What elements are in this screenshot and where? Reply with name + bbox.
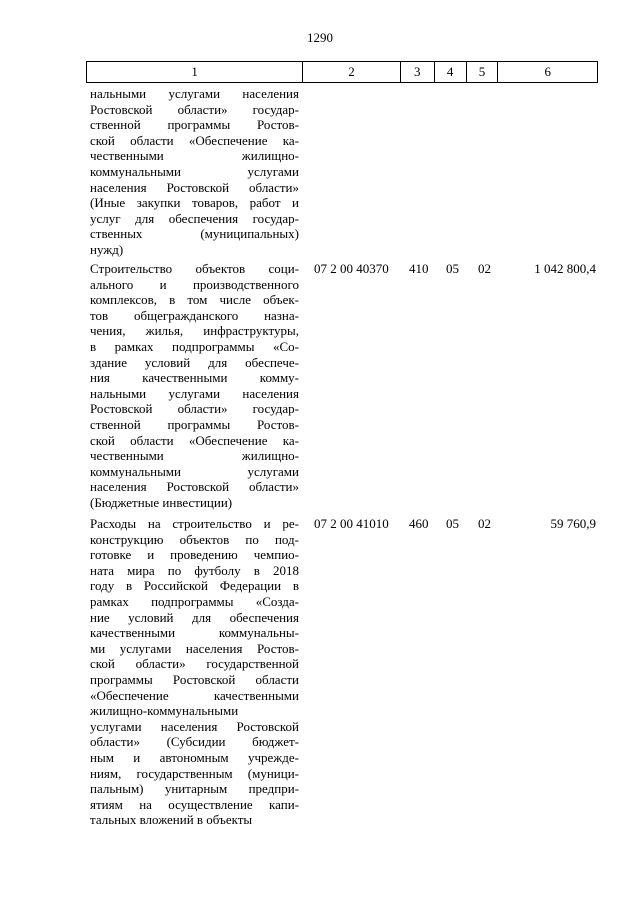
expense-type: 410 <box>409 261 429 276</box>
description-line: ской области» государственной <box>90 656 299 672</box>
description-line: комплексов, в том числе объек- <box>90 292 299 308</box>
description-line: ственных (муниципальных) <box>90 226 299 242</box>
target-code: 07 2 00 41010 <box>314 516 389 531</box>
subsection: 02 <box>478 516 491 531</box>
description-line: населения Ростовской области» <box>90 179 299 195</box>
description-line: населения Ростовской области» <box>90 479 299 495</box>
amount: 59 760,9 <box>550 516 596 531</box>
description-line: Строительство объектов соци- <box>90 261 299 276</box>
table-row <box>90 516 598 828</box>
description-line: коммунальными услугами <box>90 463 299 479</box>
table-row <box>90 86 598 258</box>
description-line: здание условий для обеспече- <box>90 354 299 370</box>
section: 05 <box>446 516 459 531</box>
amount: 1 042 800,4 <box>534 261 596 276</box>
description-line: нальными услугами населения <box>90 385 299 401</box>
description-line: Расходы на строительство и ре- <box>90 516 299 531</box>
description-line: программы Ростовской области <box>90 671 299 687</box>
description-line: чения, жилья, инфраструктуры, <box>90 323 299 339</box>
column-header-5: 5 <box>467 62 499 82</box>
column-header-3: 3 <box>401 62 435 82</box>
row-description <box>90 86 299 258</box>
description-line: ственной программы Ростов- <box>90 416 299 432</box>
target-code: 07 2 00 40370 <box>314 261 389 276</box>
description-line: чественными жилищно- <box>90 448 299 464</box>
description-line: тов общегражданского назна- <box>90 307 299 323</box>
description-line: рамках подпрограммы «Созда- <box>90 593 299 609</box>
description-line: ната мира по футболу в 2018 <box>90 562 299 578</box>
description-line: ми услугами населения Ростов- <box>90 640 299 656</box>
section: 05 <box>446 261 459 276</box>
description-line: (Бюджетные инвестиции) <box>90 494 233 510</box>
row-description <box>90 261 299 511</box>
description-line: нужд) <box>90 241 124 257</box>
description-line: услуг для обеспечения государ- <box>90 210 299 226</box>
description-line: коммунальными услугами <box>90 163 299 179</box>
description-line: «Обеспечение качественными <box>90 687 299 703</box>
description-line: в рамках подпрограммы «Со- <box>90 338 299 354</box>
description-line: ние условий для обеспечения <box>90 609 299 625</box>
column-header-4: 4 <box>435 62 467 82</box>
description-line: услугами населения Ростовской <box>90 718 299 734</box>
column-header-1: 1 <box>87 62 303 82</box>
description-line: ным и автономным учрежде- <box>90 749 299 765</box>
description-line: качественными коммунальны- <box>90 625 299 641</box>
description-line: нальными услугами населения <box>90 86 299 101</box>
subsection: 02 <box>478 261 491 276</box>
description-line: ской области «Обеспечение ка- <box>90 132 299 148</box>
description-line: году в Российской Федерации в <box>90 578 299 594</box>
description-line: ственной программы Ростов- <box>90 117 299 133</box>
page-number: 1290 <box>307 30 333 45</box>
description-line: ния качественными комму- <box>90 370 299 386</box>
description-line: пальным) унитарным предпри- <box>90 781 299 797</box>
row-description <box>90 516 299 828</box>
description-line: ской области «Обеспечение ка- <box>90 432 299 448</box>
description-line: ниям, государственным (муници- <box>90 765 299 781</box>
table-header <box>86 61 598 83</box>
description-line: Ростовской области» государ- <box>90 101 299 117</box>
expense-type: 460 <box>409 516 429 531</box>
table-row <box>90 261 598 511</box>
description-line: жилищно-коммунальными <box>90 703 239 719</box>
description-line: (Иные закупки товаров, работ и <box>90 195 299 211</box>
description-line: ального и производственного <box>90 276 299 292</box>
description-line: готовке и проведению чемпио- <box>90 547 299 563</box>
description-line: конструкцию объектов по под- <box>90 531 299 547</box>
column-header-6: 6 <box>544 64 551 79</box>
description-line: тальных вложений в объекты <box>90 812 253 828</box>
description-line: Ростовской области» государ- <box>90 401 299 417</box>
description-line: ятиям на осуществление капи- <box>90 796 299 812</box>
column-header-2: 2 <box>303 62 401 82</box>
description-line: чественными жилищно- <box>90 148 299 164</box>
description-line: области» (Субсидии бюджет- <box>90 734 299 750</box>
